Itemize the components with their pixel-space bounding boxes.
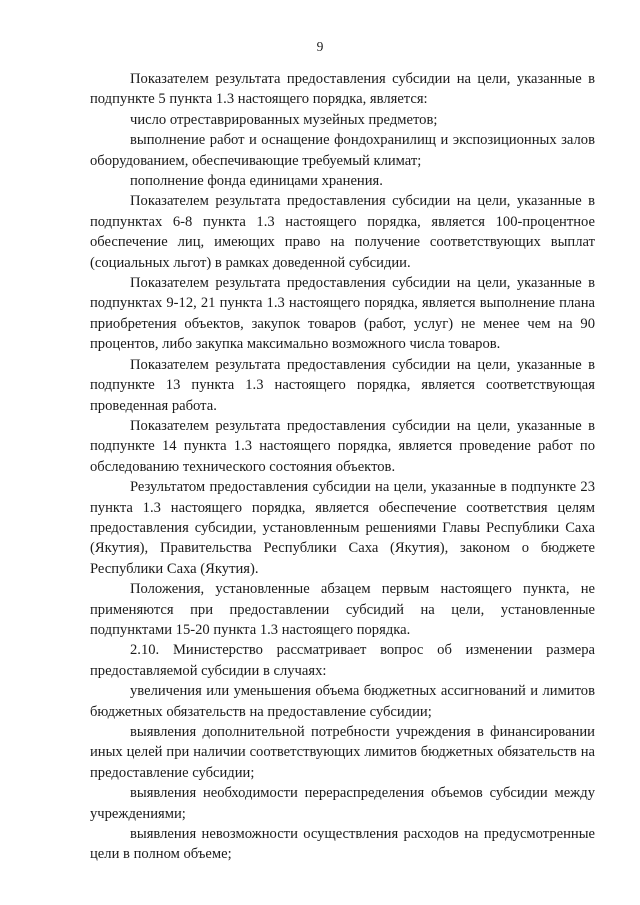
paragraph: Показателем результата предоставления субсидии на цели, указанные в подпункте 14 пункта 1.3 настоящего порядка, является проведение работ по обследованию технического состояния объектов.: [90, 417, 595, 475]
page-number: 9: [316, 39, 324, 54]
paragraph: Положения, установленные абзацем первым настоящего пункта, не применяются при предоставлении субсидий на цели, установленные подпунктами 15-20 пункта 1.3 настоящего порядка.: [90, 581, 595, 638]
paragraph: выявления невозможности осуществления расходов на предусмотренные цели в полном объеме;: [90, 826, 595, 863]
paragraph: 2.10. Министерство рассматривает вопрос об изменении размера предоставляемой субсидии в случаях:: [90, 642, 595, 679]
paragraph: пополнение фонда единицами хранения.: [130, 173, 383, 190]
paragraph: Результатом предоставления субсидии на цели, указанные в подпункте 23 пункта 1.3 настоящего порядка, является обеспечение соответствия целям предоставления субсидии, установленным решениями Главы Республики Саха (Якутия), Правительства Республики Саха (Якутия), законом о бюджете Республики Саха (Якутия).: [90, 479, 595, 577]
paragraph: выявления дополнительной потребности учреждения в финансировании иных целей при наличии соответствующих лимитов бюджетных обязательств на предоставление субсидии;: [90, 724, 595, 781]
paragraph: увеличения или уменьшения объема бюджетных ассигнований и лимитов бюджетных обязательств на предоставление субсидии;: [90, 683, 595, 720]
paragraph: Показателем результата предоставления субсидии на цели, указанные в подпункте 5 пункта 1.3 настоящего порядка, является:: [90, 71, 595, 108]
paragraph: число отреставрированных музейных предметов;: [130, 111, 438, 128]
paragraph: Показателем результата предоставления субсидии на цели, указанные в подпунктах 6-8 пункта 1.3 настоящего порядка, является 100-процентное обеспечение лиц, имеющих право на получение соответствующих выплат (социальных льгот) в рамках доведенной субсидии.: [90, 193, 595, 271]
paragraph: Показателем результата предоставления субсидии на цели, указанные в подпунктах 9-12, 21 пункта 1.3 настоящего порядка, является выполнение плана приобретения объектов, закупок товаров (работ, услуг) не менее чем на 90 процентов, либо закупка максимально возможного числа товаров.: [90, 275, 595, 353]
paragraph: выполнение работ и оснащение фондохранилищ и экспозиционных залов оборудованием, обеспечивающие требуемый климат;: [90, 132, 595, 169]
paragraph: Показателем результата предоставления субсидии на цели, указанные в подпункте 13 пункта 1.3 настоящего порядка, является соответствующая проведенная работа.: [90, 356, 595, 414]
paragraph: выявления необходимости перераспределения объемов субсидии между учреждениями;: [90, 785, 595, 822]
document-body: [90, 69, 595, 865]
